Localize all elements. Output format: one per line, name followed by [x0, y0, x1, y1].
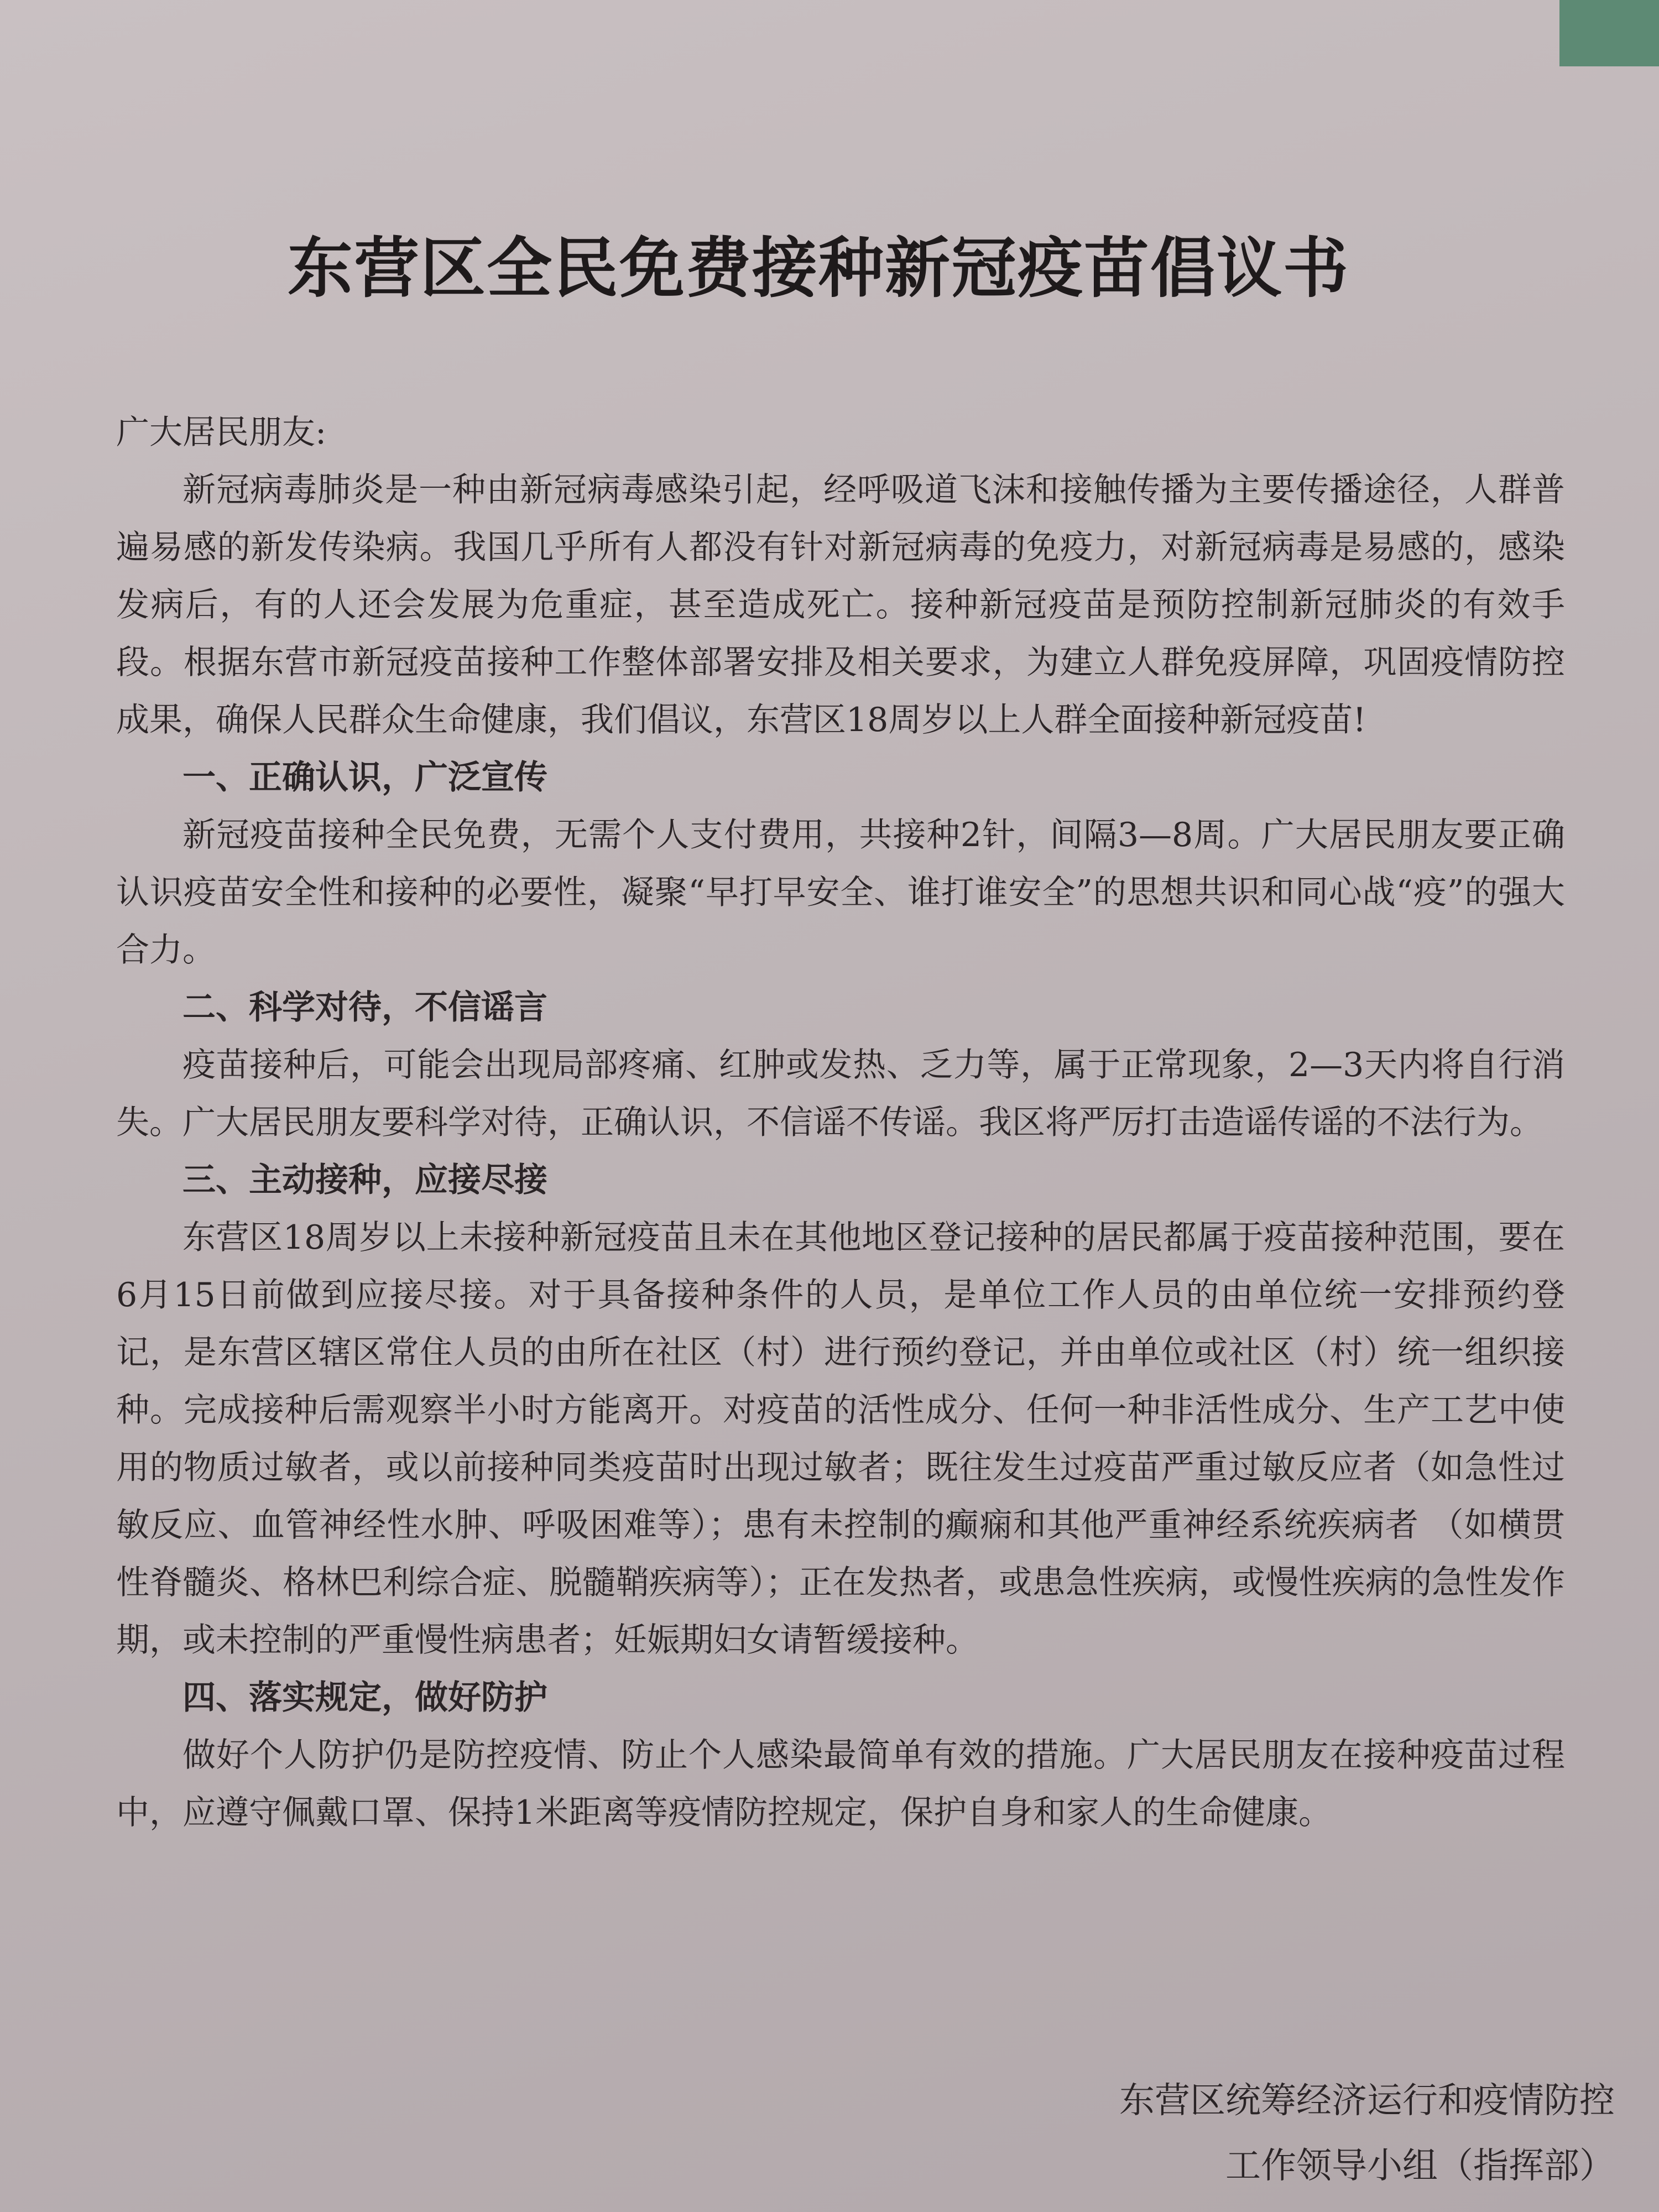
document-body — [116, 404, 1565, 1841]
background-corner — [1559, 0, 1659, 66]
section-heading-2: 二、科学对待，不信谣言 — [182, 988, 547, 1027]
signature-block — [1062, 2068, 1615, 2199]
signature-org-line2: 工作领导小组（指挥部） — [1225, 2146, 1615, 2187]
salutation: 广大居民朋友: — [116, 413, 327, 452]
section-text-4: 做好个人防护仍是防控疫情、防止个人感染最简单有效的措施。广大居民朋友在接种疫苗过程中，应遵守佩戴口罩、保持1米距离等疫情防控规定，保护自身和家人的生命健康。 — [116, 1736, 1565, 1832]
section-heading-3: 三、主动接种，应接尽接 — [182, 1161, 547, 1199]
document-title: 东营区全民免费接种新冠疫苗倡议书 — [287, 230, 1349, 306]
intro-paragraph: 新冠病毒肺炎是一种由新冠病毒感染引起，经呼吸道飞沫和接触传播为主要传播途径，人群普遍易感的新发传染病。我国几乎所有人都没有针对新冠病毒的免疫力，对新冠病毒是易感的，感染发病后，有的人还会发展为危重症，甚至造成死亡。接种新冠疫苗是预防控制新冠肺炎的有效手段。根据东营市新冠疫苗接种工作整体部署安排及相关要求，为建立人群免疫屏障，巩固疫情防控成果，确保人民群众生命健康，我们倡议，东营区18周岁以上人群全面接种新冠疫苗! — [116, 471, 1565, 739]
section-text-3: 东营区18周岁以上未接种新冠疫苗且未在其他地区登记接种的居民都属于疫苗接种范围，要在6月15日前做到应接尽接。对于具备接种条件的人员，是单位工作人员的由单位统一安排预约登记，是东营区辖区常住人员的由所在社区（村）进行预约登记，并由单位或社区（村）统一组织接种。完成接种后需观察半小时方能离开。对疫苗的活性成分、任何一种非活性成分、生产工艺中使用的物质过敏者，或以前接种同类疫苗时出现过敏者；既往发生过疫苗严重过敏反应者（如急性过敏反应、血管神经性水肿、呼吸困难等）；患有未控制的癫痫和其他严重神经系统疾病者 （如横贯性脊髓炎、格林巴利综合症、脱髓鞘疾病等）；正在发热者，或患急性疾病，或慢性疾病的急性发作期，或未控制的严重慢性病患者；妊娠期妇女请暂缓接种。 — [116, 1218, 1565, 1660]
section-heading-1: 一、正确认识，广泛宣传 — [182, 758, 547, 797]
section-text-2: 疫苗接种后，可能会出现局部疼痛、红肿或发热、乏力等，属于正常现象，2—3天内将自行消失。广大居民朋友要科学对待，正确认识，不信谣不传谣。我区将严厉打击造谣传谣的不法行为。 — [116, 1046, 1565, 1142]
section-heading-4: 四、落实规定，做好防护 — [182, 1678, 547, 1717]
section-text-1: 新冠疫苗接种全民免费，无需个人支付费用，共接种2针，间隔3—8周。广大居民朋友要正确认识疫苗安全性和接种的必要性，凝聚“早打早安全、谁打谁安全”的思想共识和同心战“疫”的强大合力。 — [116, 816, 1565, 969]
signature-org-line1: 东营区统筹经济运行和疫情防控 — [1119, 2080, 1615, 2121]
